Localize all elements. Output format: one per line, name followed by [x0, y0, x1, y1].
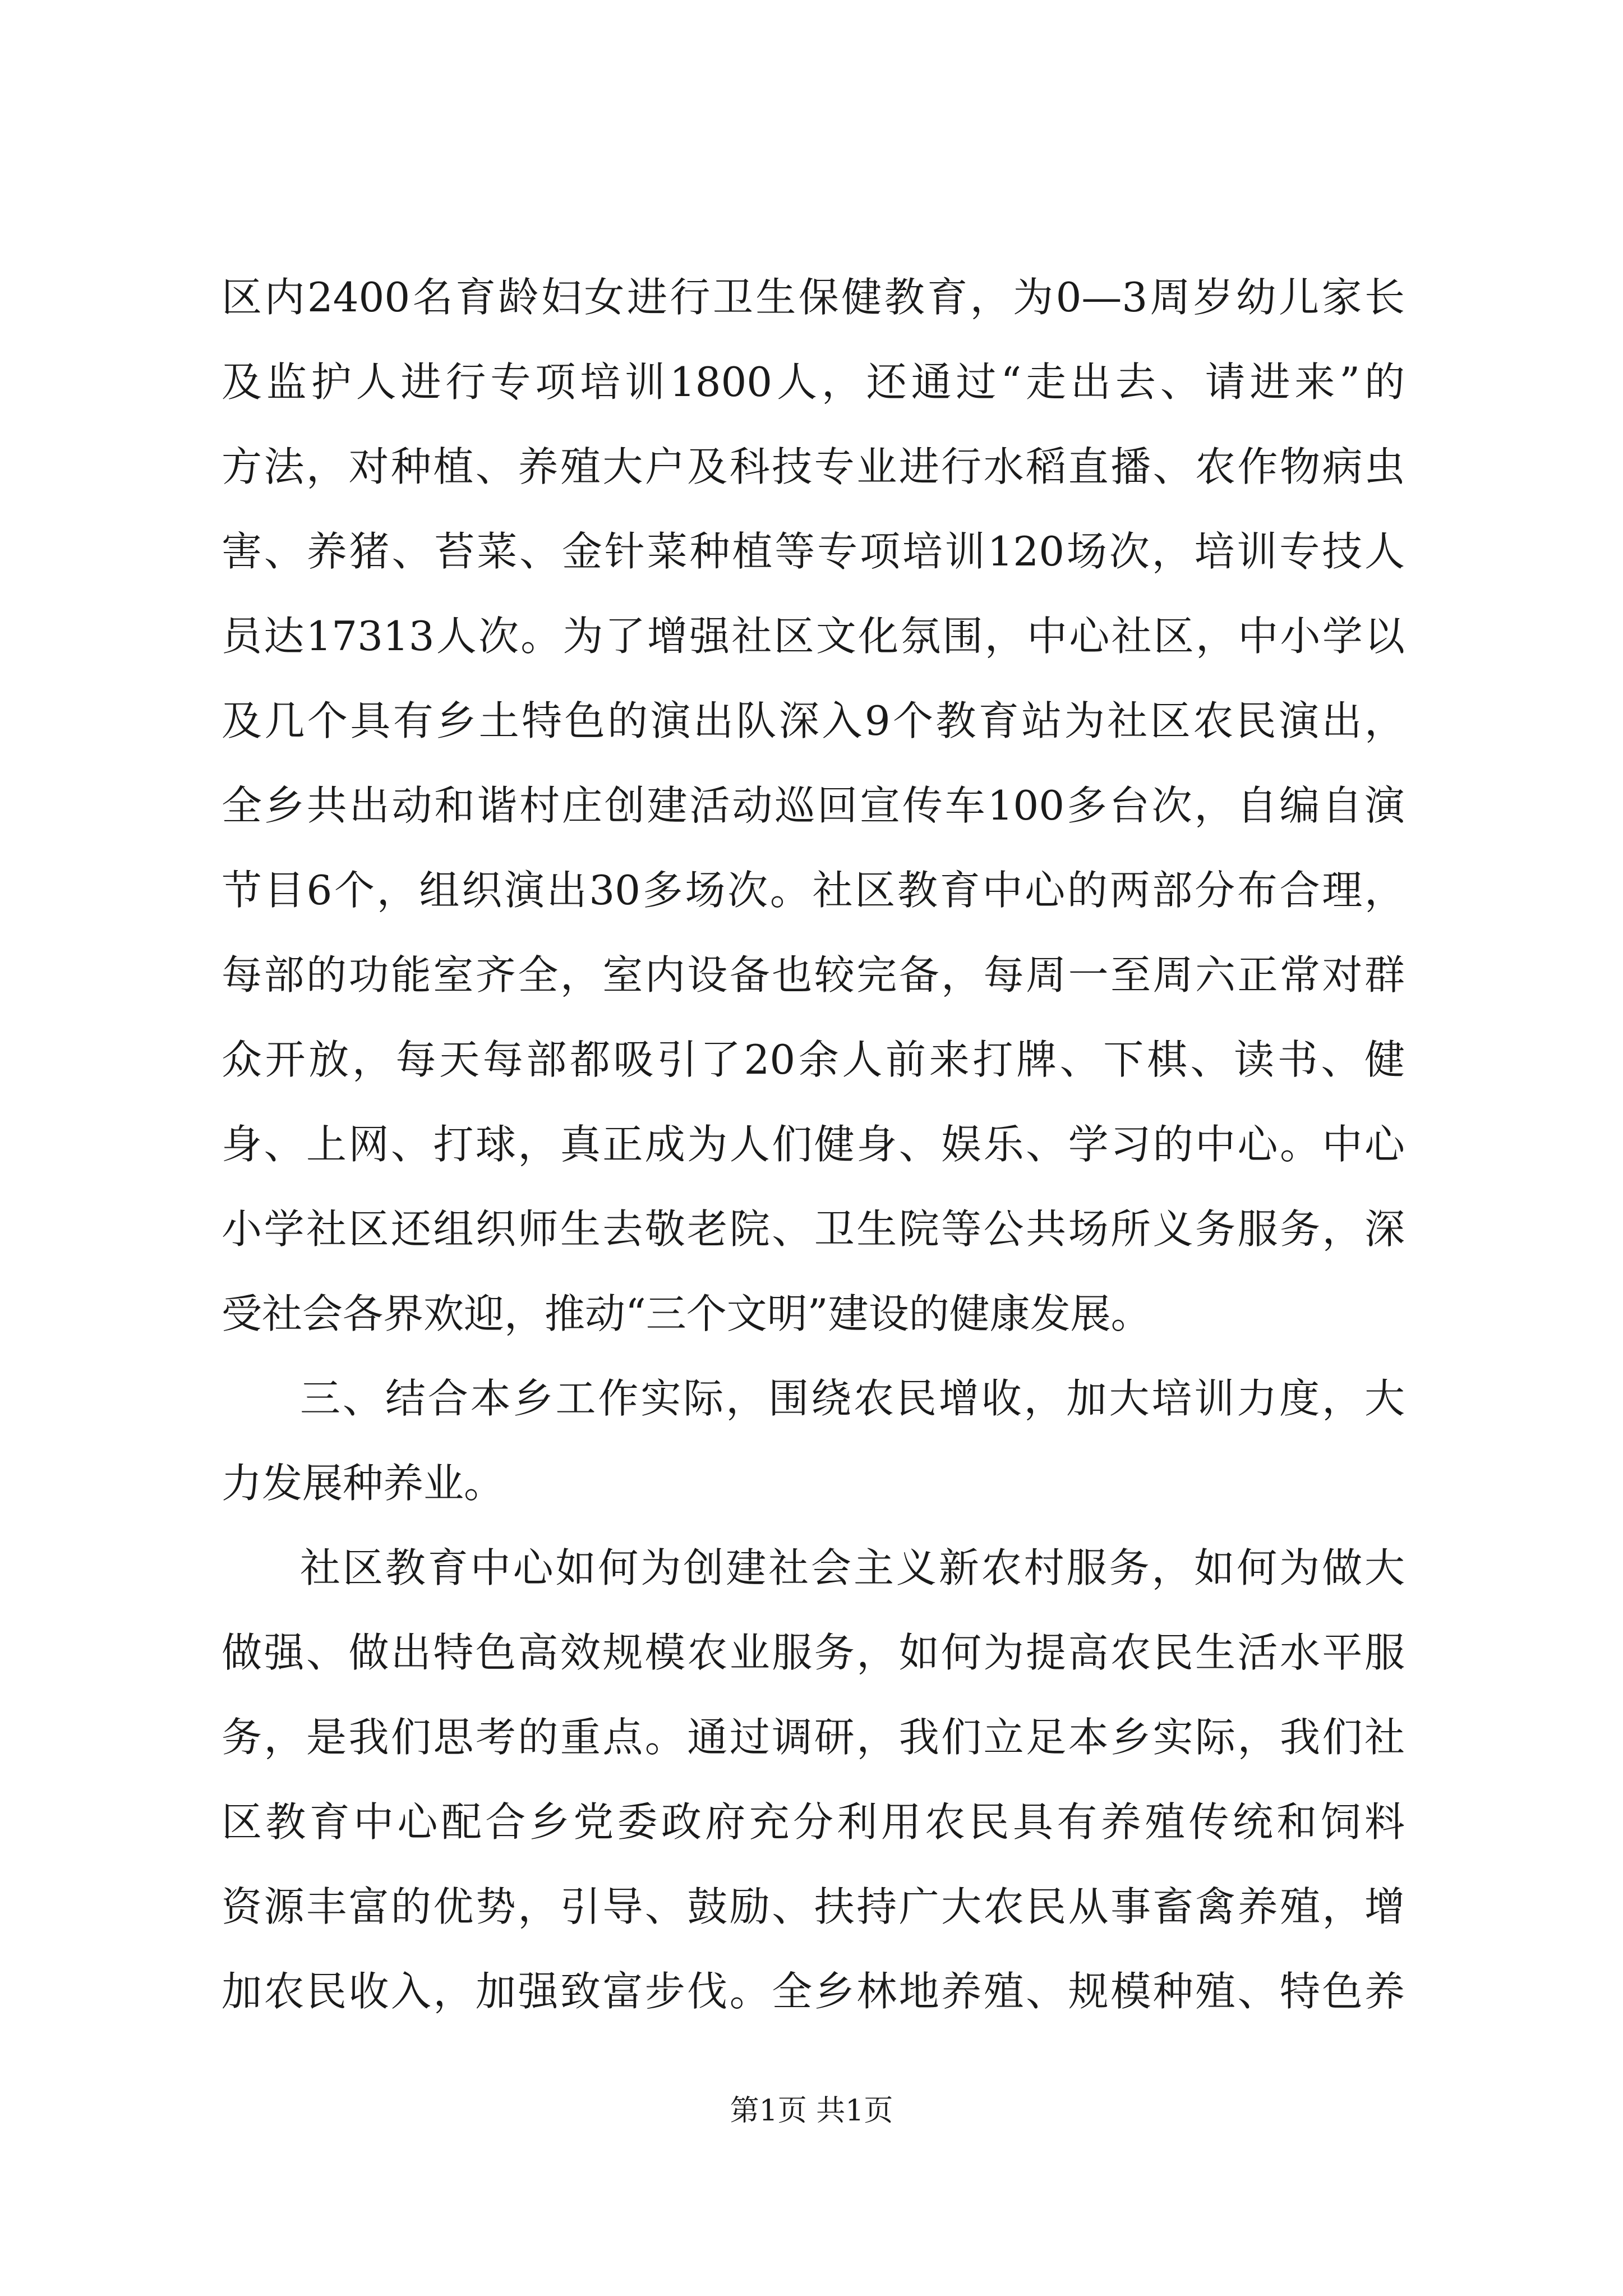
text-line: 资源丰富的优势，引导、鼓励、扶持广大农民从事畜禽养殖，增 [222, 1883, 1405, 1930]
document-body [222, 255, 1405, 2034]
text-line: 害、养猪、苔菜、金针菜种植等专项培训120场次，培训专技人 [222, 528, 1405, 575]
section-heading-line: 三、结合本乡工作实际，围绕农民增收，加大培训力度，大 [300, 1375, 1405, 1422]
text-line: 务，是我们思考的重点。通过调研，我们立足本乡实际，我们社 [222, 1714, 1405, 1761]
text-line: 区教育中心配合乡党委政府充分利用农民具有养殖传统和饲料 [222, 1798, 1405, 1846]
text-line: 及几个具有乡土特色的演出队深入9个教育站为社区农民演出， [222, 697, 1405, 744]
text-line: 做强、做出特色高效规模农业服务，如何为提高农民生活水平服 [222, 1629, 1405, 1676]
text-line: 员达17313人次。为了增强社区文化氛围，中心社区，中小学以 [222, 613, 1405, 660]
text-line: 身、上网、打球，真正成为人们健身、娱乐、学习的中心。中心 [222, 1121, 1405, 1168]
page-number-footer: 第1页 共1页 [730, 2094, 893, 2128]
text-line: 小学社区还组织师生去敬老院、卫生院等公共场所义务服务，深 [222, 1205, 1405, 1253]
text-line: 众开放，每天每部都吸引了20余人前来打牌、下棋、读书、健 [222, 1036, 1405, 1083]
text-line: 区内2400名育龄妇女进行卫生保健教育，为0—3周岁幼儿家长 [222, 274, 1405, 321]
section-heading-line: 力发展种养业。 [222, 1460, 505, 1507]
text-line: 及监护人进行专项培训1800人，还通过“走出去、请进来”的 [222, 358, 1405, 406]
text-line: 加农民收入，加强致富步伐。全乡林地养殖、规模种殖、特色养 [222, 1968, 1405, 2015]
text-line: 节目6个，组织演出30多场次。社区教育中心的两部分布合理， [222, 867, 1405, 914]
text-line: 全乡共出动和谐村庄创建活动巡回宣传车100多台次，自编自演 [222, 782, 1405, 829]
text-line: 每部的功能室齐全，室内设备也较完备，每周一至周六正常对群 [222, 951, 1405, 999]
text-line: 社区教育中心如何为创建社会主义新农村服务，如何为做大 [300, 1544, 1405, 1591]
text-line: 受社会各界欢迎，推动“三个文明”建设的健康发展。 [222, 1290, 1151, 1337]
text-line: 方法，对种植、养殖大户及科技专业进行水稻直播、农作物病虫 [222, 443, 1405, 490]
